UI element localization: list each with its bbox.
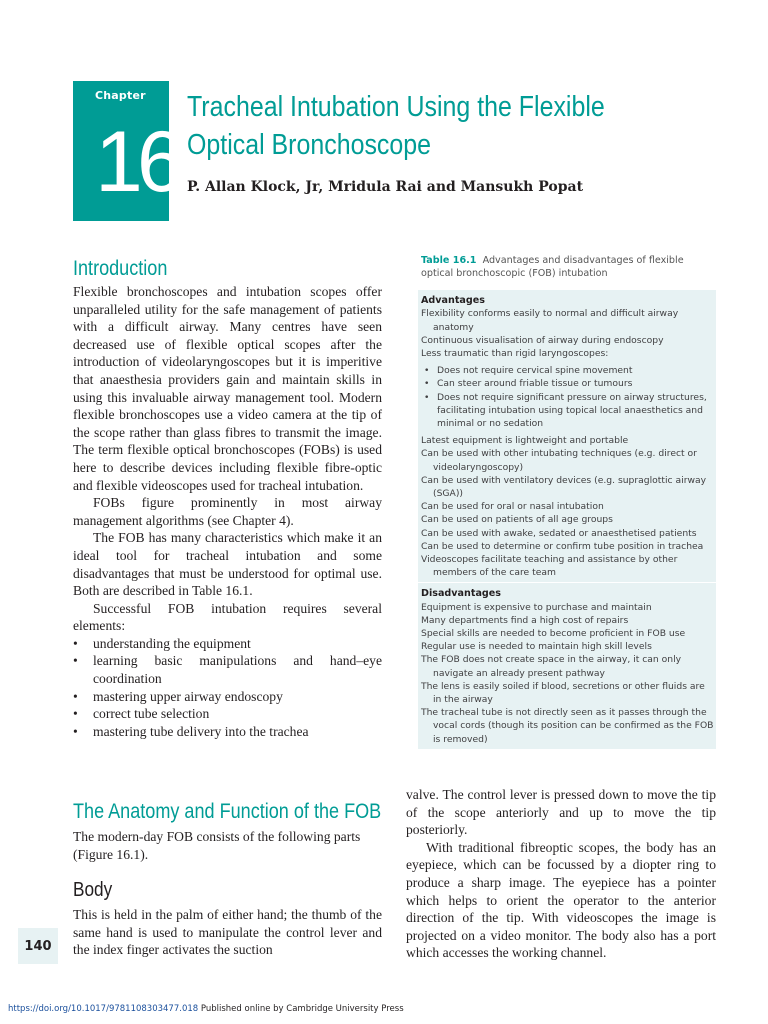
chapter-title-line1: Tracheal Intubation Using the Flexible (187, 91, 605, 123)
footer (8, 1004, 404, 1014)
intro-bullet-list (73, 635, 382, 741)
list-item: • mastering tube delivery into the trachea (73, 723, 382, 741)
chapter-number: 16 (95, 114, 179, 210)
table-row: The tracheal tube is not directly seen as it passes through the vocal cords (though its position can be confirmed as the FOB is removed) (421, 707, 714, 745)
page-number: 140 (18, 928, 58, 964)
table-body (418, 290, 716, 749)
table-row: Can be used on patients of all age groups (421, 514, 613, 526)
table-row: Can be used for oral or nasal intubation (421, 501, 604, 513)
publisher-note: Published online by Cambridge University Press (198, 1004, 404, 1014)
list-item: • Does not require significant pressure on airway structures, facilitating intubation using topical local anaesthetics and minimal or no sedation (421, 391, 714, 431)
table-row: Latest equipment is lightweight and portable (421, 435, 629, 447)
intro-paragraph-3: The FOB has many characteristics which make it an ideal tool for tracheal intubation and some disadvantages that must be understood for optimal use. Both are described in Table 16.1. (73, 530, 382, 599)
authors: P. Allan Klock, Jr, Mridula Rai and Mansukh Popat (187, 179, 584, 195)
table-caption-text: Advantages and disadvantages of flexible optical bronchoscopic (FOB) intubation (421, 255, 684, 279)
intro-paragraph-2: FOBs figure prominently in most airway management algorithms (see Chapter 4). (73, 495, 382, 528)
introduction-body (73, 283, 382, 740)
table-row: Special skills are needed to become proficient in FOB use (421, 628, 686, 640)
advantages-section (418, 290, 716, 582)
advantages-bullet-list (421, 364, 714, 430)
table-row: Flexibility conforms easily to normal and difficult airway anatomy (421, 308, 679, 333)
list-item: • learning basic manipulations and hand–eye coordination (73, 652, 382, 687)
disadvantages-heading: Disadvantages (421, 588, 502, 600)
table-label: Table 16.1 (421, 255, 477, 266)
table-row: Can be used with ventilatory devices (e.g. supraglottic airway (SGA)) (421, 474, 707, 500)
list-item: • Does not require cervical spine movement (421, 364, 714, 377)
disadvantages-section (418, 583, 716, 748)
right-paragraph-2: With traditional fibreoptic scopes, the body has an eyepiece, which can be focussed by a diopter ring to produce a sharp image. The eyepiece has a pointer which helps to orient the operator to the anterior direction of the tip. With videoscopes the image is projected on a video monitor. The body also has a port which accesses the working channel. (406, 839, 716, 961)
right-paragraph-1: valve. The control lever is pressed down to move the tip of the scope anteriorly and up to move the tip posteriorly. (406, 787, 716, 838)
anatomy-heading: The Anatomy and Function of the FOB (73, 800, 382, 823)
chapter-title-line2: Optical Bronchoscope (187, 129, 431, 161)
list-item: • mastering upper airway endoscopy (73, 688, 382, 706)
list-item: • understanding the equipment (73, 635, 382, 653)
table-row: Can be used with other intubating techniques (e.g. direct or videolaryngoscopy) (421, 448, 697, 473)
chapter-badge (73, 81, 179, 221)
table-row: Regular use is needed to maintain high skill levels (421, 641, 652, 653)
right-column-body (406, 786, 716, 962)
list-item: • correct tube selection (73, 705, 382, 723)
table-row: Can be used to determine or confirm tube position in trachea (421, 540, 704, 552)
table-row: Many departments find a high cost of repairs (421, 614, 629, 626)
table-row: Continuous visualisation of airway during endoscopy (421, 334, 664, 346)
doi-link[interactable]: https://doi.org/10.1017/9781108303477.018 (8, 1004, 199, 1014)
table-row: The lens is easily soiled if blood, secretions or other fluids are in the airway (421, 680, 705, 706)
table-row: Less traumatic than rigid laryngoscopes: (421, 348, 609, 359)
table-row: Equipment is expensive to purchase and maintain (421, 601, 652, 613)
table-row: Can be used with awake, sedated or anaesthetised patients (421, 527, 697, 539)
list-item: • Can steer around friable tissue or tumours (421, 377, 714, 390)
anatomy-paragraph: The modern-day FOB consists of the following parts (Figure 16.1). (73, 829, 361, 862)
body-paragraph: This is held in the palm of either hand; the thumb of the same hand is used to manipulate the control lever and the index finger activates the suction (73, 907, 382, 958)
chapter-label: Chapter (95, 89, 146, 102)
table-16-1 (418, 255, 716, 749)
table-row: Videoscopes facilitate teaching and assistance by other members of the care team (421, 554, 678, 579)
body-heading: Body (73, 879, 113, 901)
intro-paragraph-4: Successful FOB intubation requires several elements: (73, 600, 382, 634)
chapter-title (187, 88, 617, 164)
introduction-heading: Introduction (73, 257, 168, 280)
advantages-heading: Advantages (421, 295, 485, 307)
table-row: The FOB does not create space in the airway, it can only navigate an already present pathway (421, 654, 682, 679)
intro-paragraph-1: Flexible bronchoscopes and intubation scopes offer unparalleled utility for the safe management of patients with a difficult airway. Many centres have seen decreased use of flexible optical scopes after the introduction of videolaryngoscopes but it is imperitive that anaesthesia providers gain and maintain skills in using this invaluable airway management tool. Modern flexible bronchoscopes use a video camera at the tip of the scope rather than glass fibres to transmit the image. The term flexible optical bronchoscopes (FOBs) is used here to describe devices including flexible fibre-optic and flexible videoscopes used for tracheal intubation. (73, 284, 382, 493)
table-caption (418, 255, 716, 280)
